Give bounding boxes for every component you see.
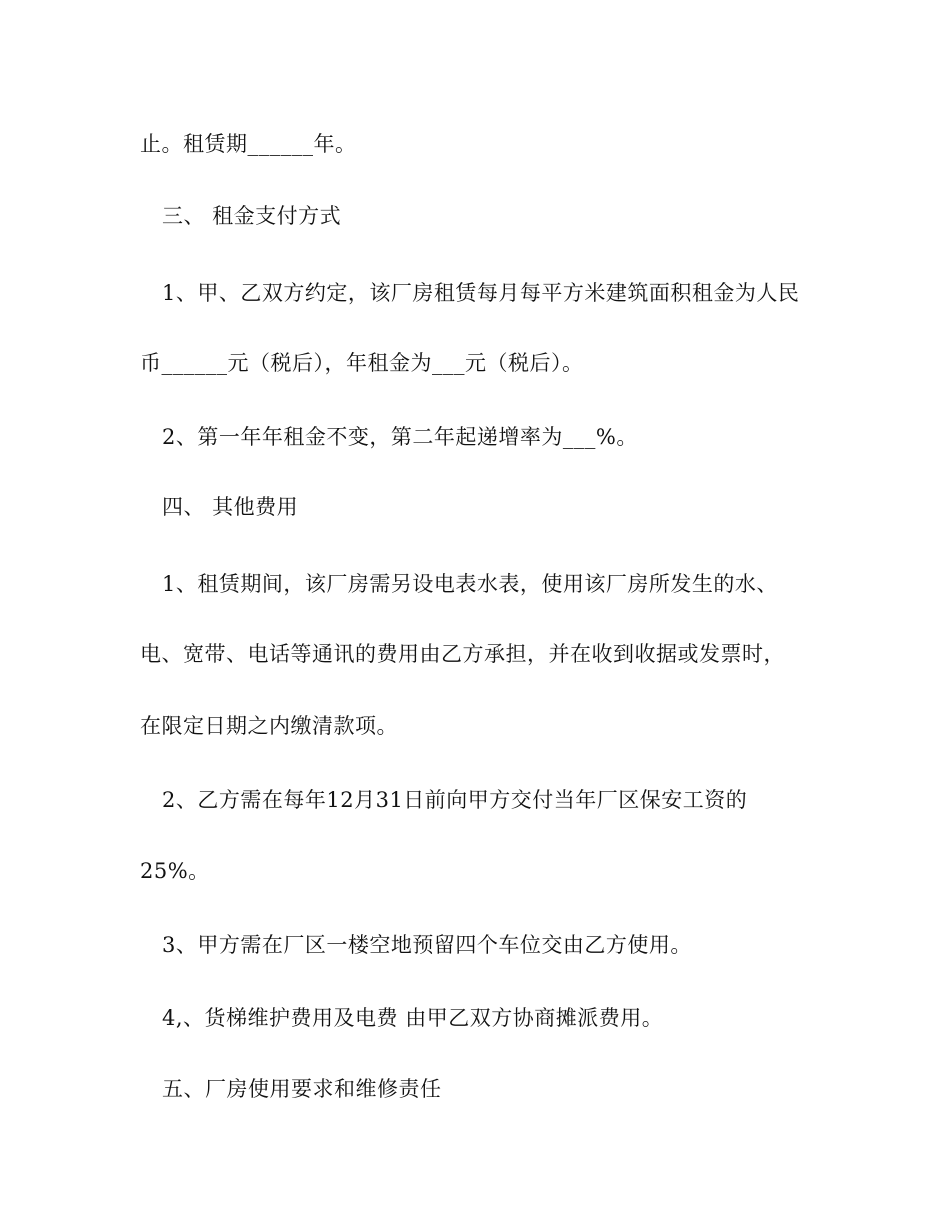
text-line-utility-costs: 电、宽带、电话等通讯的费用由乙方承担，并在收到收据或发票时， — [140, 642, 785, 666]
text-line-lease-term: 止。租赁期______年。 — [140, 132, 357, 156]
text-line-elevator-fees: 4,、货梯维护费用及电费 由甲乙双方协商摊派费用。 — [162, 1006, 664, 1030]
text-line-parking-spaces: 3、甲方需在厂区一楼空地预留四个车位交由乙方使用。 — [162, 933, 692, 957]
text-line-security-percent: 25%。 — [140, 859, 210, 883]
text-line-payment-deadline: 在限定日期之内缴清款项。 — [140, 714, 398, 738]
text-line-security-wages: 2、乙方需在每年12月31日前向甲方交付当年厂区保安工资的 — [162, 788, 748, 812]
text-line-utility-meters: 1、租赁期间，该厂房需另设电表水表，使用该厂房所发生的水、 — [162, 572, 778, 596]
section-heading-other-fees: 四、 其他费用 — [162, 495, 299, 519]
text-line-rent-agreement: 1、甲、乙双方约定，该厂房租赁每月每平方米建筑面积租金为人民 — [162, 281, 800, 305]
text-line-rent-amount: 币______元（税后），年租金为___元（税后）。 — [140, 351, 584, 375]
text-line-rent-increase: 2、第一年年租金不变，第二年起递增率为___%。 — [162, 425, 638, 449]
section-heading-rent-payment: 三、 租金支付方式 — [162, 204, 342, 228]
section-heading-usage-maintenance: 五、厂房使用要求和维修责任 — [162, 1077, 442, 1101]
